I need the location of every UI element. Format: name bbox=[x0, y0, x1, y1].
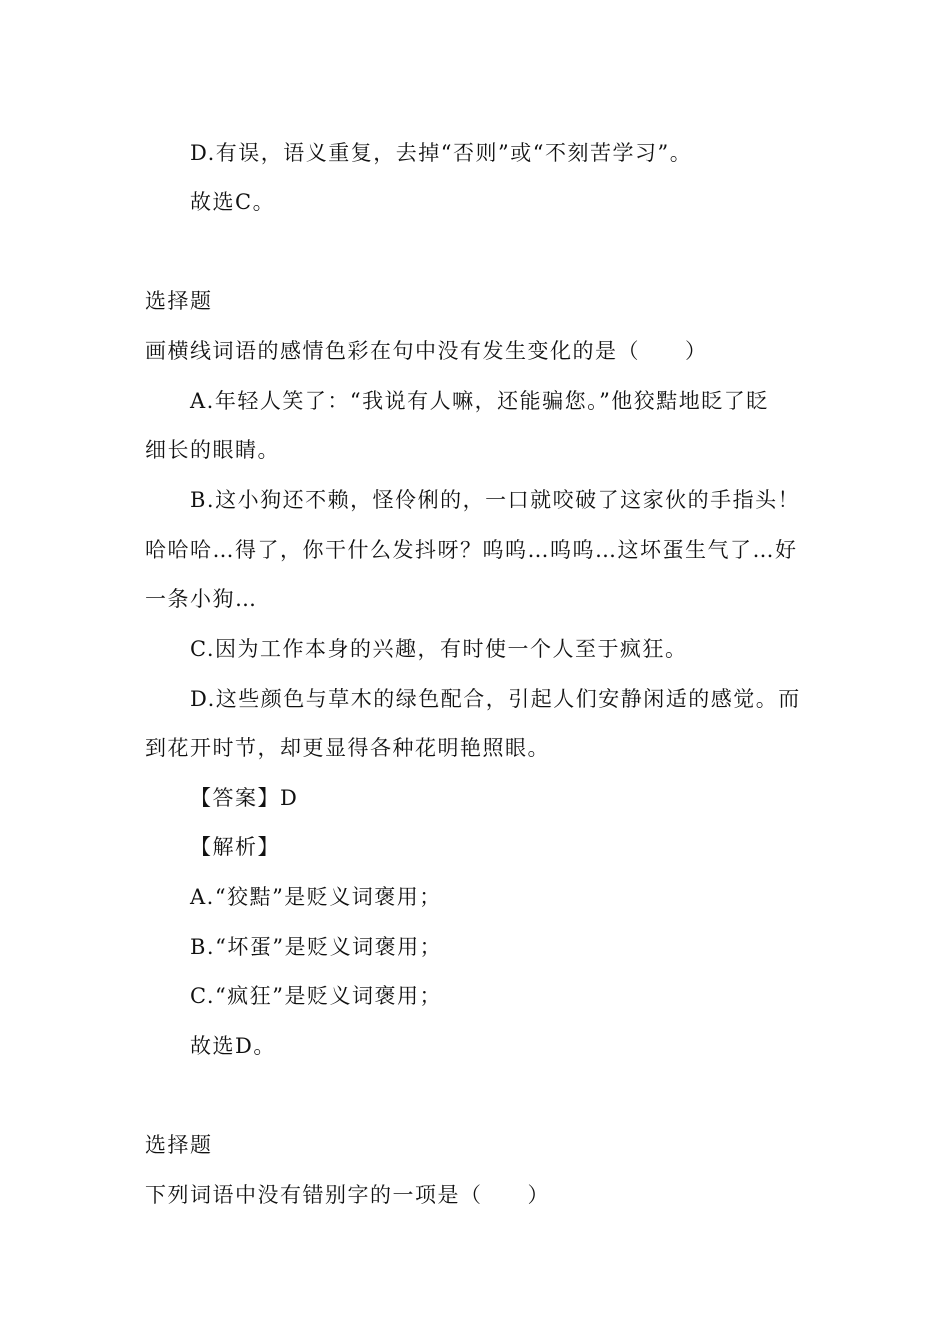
question1-option-a-cont: 细长的眼睛。 bbox=[145, 438, 280, 462]
question1-stem: 画横线词语的感情色彩在句中没有发生变化的是（ ） bbox=[145, 339, 708, 363]
question2-type-label: 选择题 bbox=[145, 1133, 213, 1157]
question1-option-c: C.因为工作本身的兴趣，有时使一个人至于疯狂。 bbox=[190, 637, 688, 661]
question2-stem: 下列词语中没有错别字的一项是（ ） bbox=[145, 1183, 550, 1207]
question1-option-b: B.这小狗还不赖，怪伶俐的，一口就咬破了这家伙的手指头！ bbox=[190, 488, 801, 512]
question1-answer: 【答案】D bbox=[190, 786, 299, 810]
question1-analysis-c: C.“疯狂”是贬义词褒用； bbox=[190, 984, 442, 1008]
question1-option-b-cont2: 一条小狗… bbox=[145, 587, 258, 611]
question1-analysis-b: B.“坏蛋”是贬义词褒用； bbox=[190, 935, 443, 959]
question1-analysis-a: A.“狡黠”是贬义词褒用； bbox=[190, 885, 442, 909]
question1-option-b-cont1: 哈哈哈…得了，你干什么发抖呀？呜呜…呜呜…这坏蛋生气了…好 bbox=[145, 538, 798, 562]
question1-type-label: 选择题 bbox=[145, 289, 213, 313]
prev-conclusion: 故选C。 bbox=[190, 190, 276, 214]
question1-option-d-cont: 到花开时节，却更显得各种花明艳照眼。 bbox=[145, 736, 550, 760]
prev-analysis-d: D.有误，语义重复，去掉“否则”或“不刻苦学习”。 bbox=[190, 141, 693, 165]
question1-option-d: D.这些颜色与草木的绿色配合，引起人们安静闲适的感觉。而 bbox=[190, 687, 801, 711]
question1-analysis-label: 【解析】 bbox=[190, 835, 280, 859]
question1-option-a: A.年轻人笑了：“我说有人嘛，还能骗您。”他狡黠地眨了眨 bbox=[190, 389, 769, 413]
question1-conclusion: 故选D。 bbox=[190, 1034, 276, 1058]
